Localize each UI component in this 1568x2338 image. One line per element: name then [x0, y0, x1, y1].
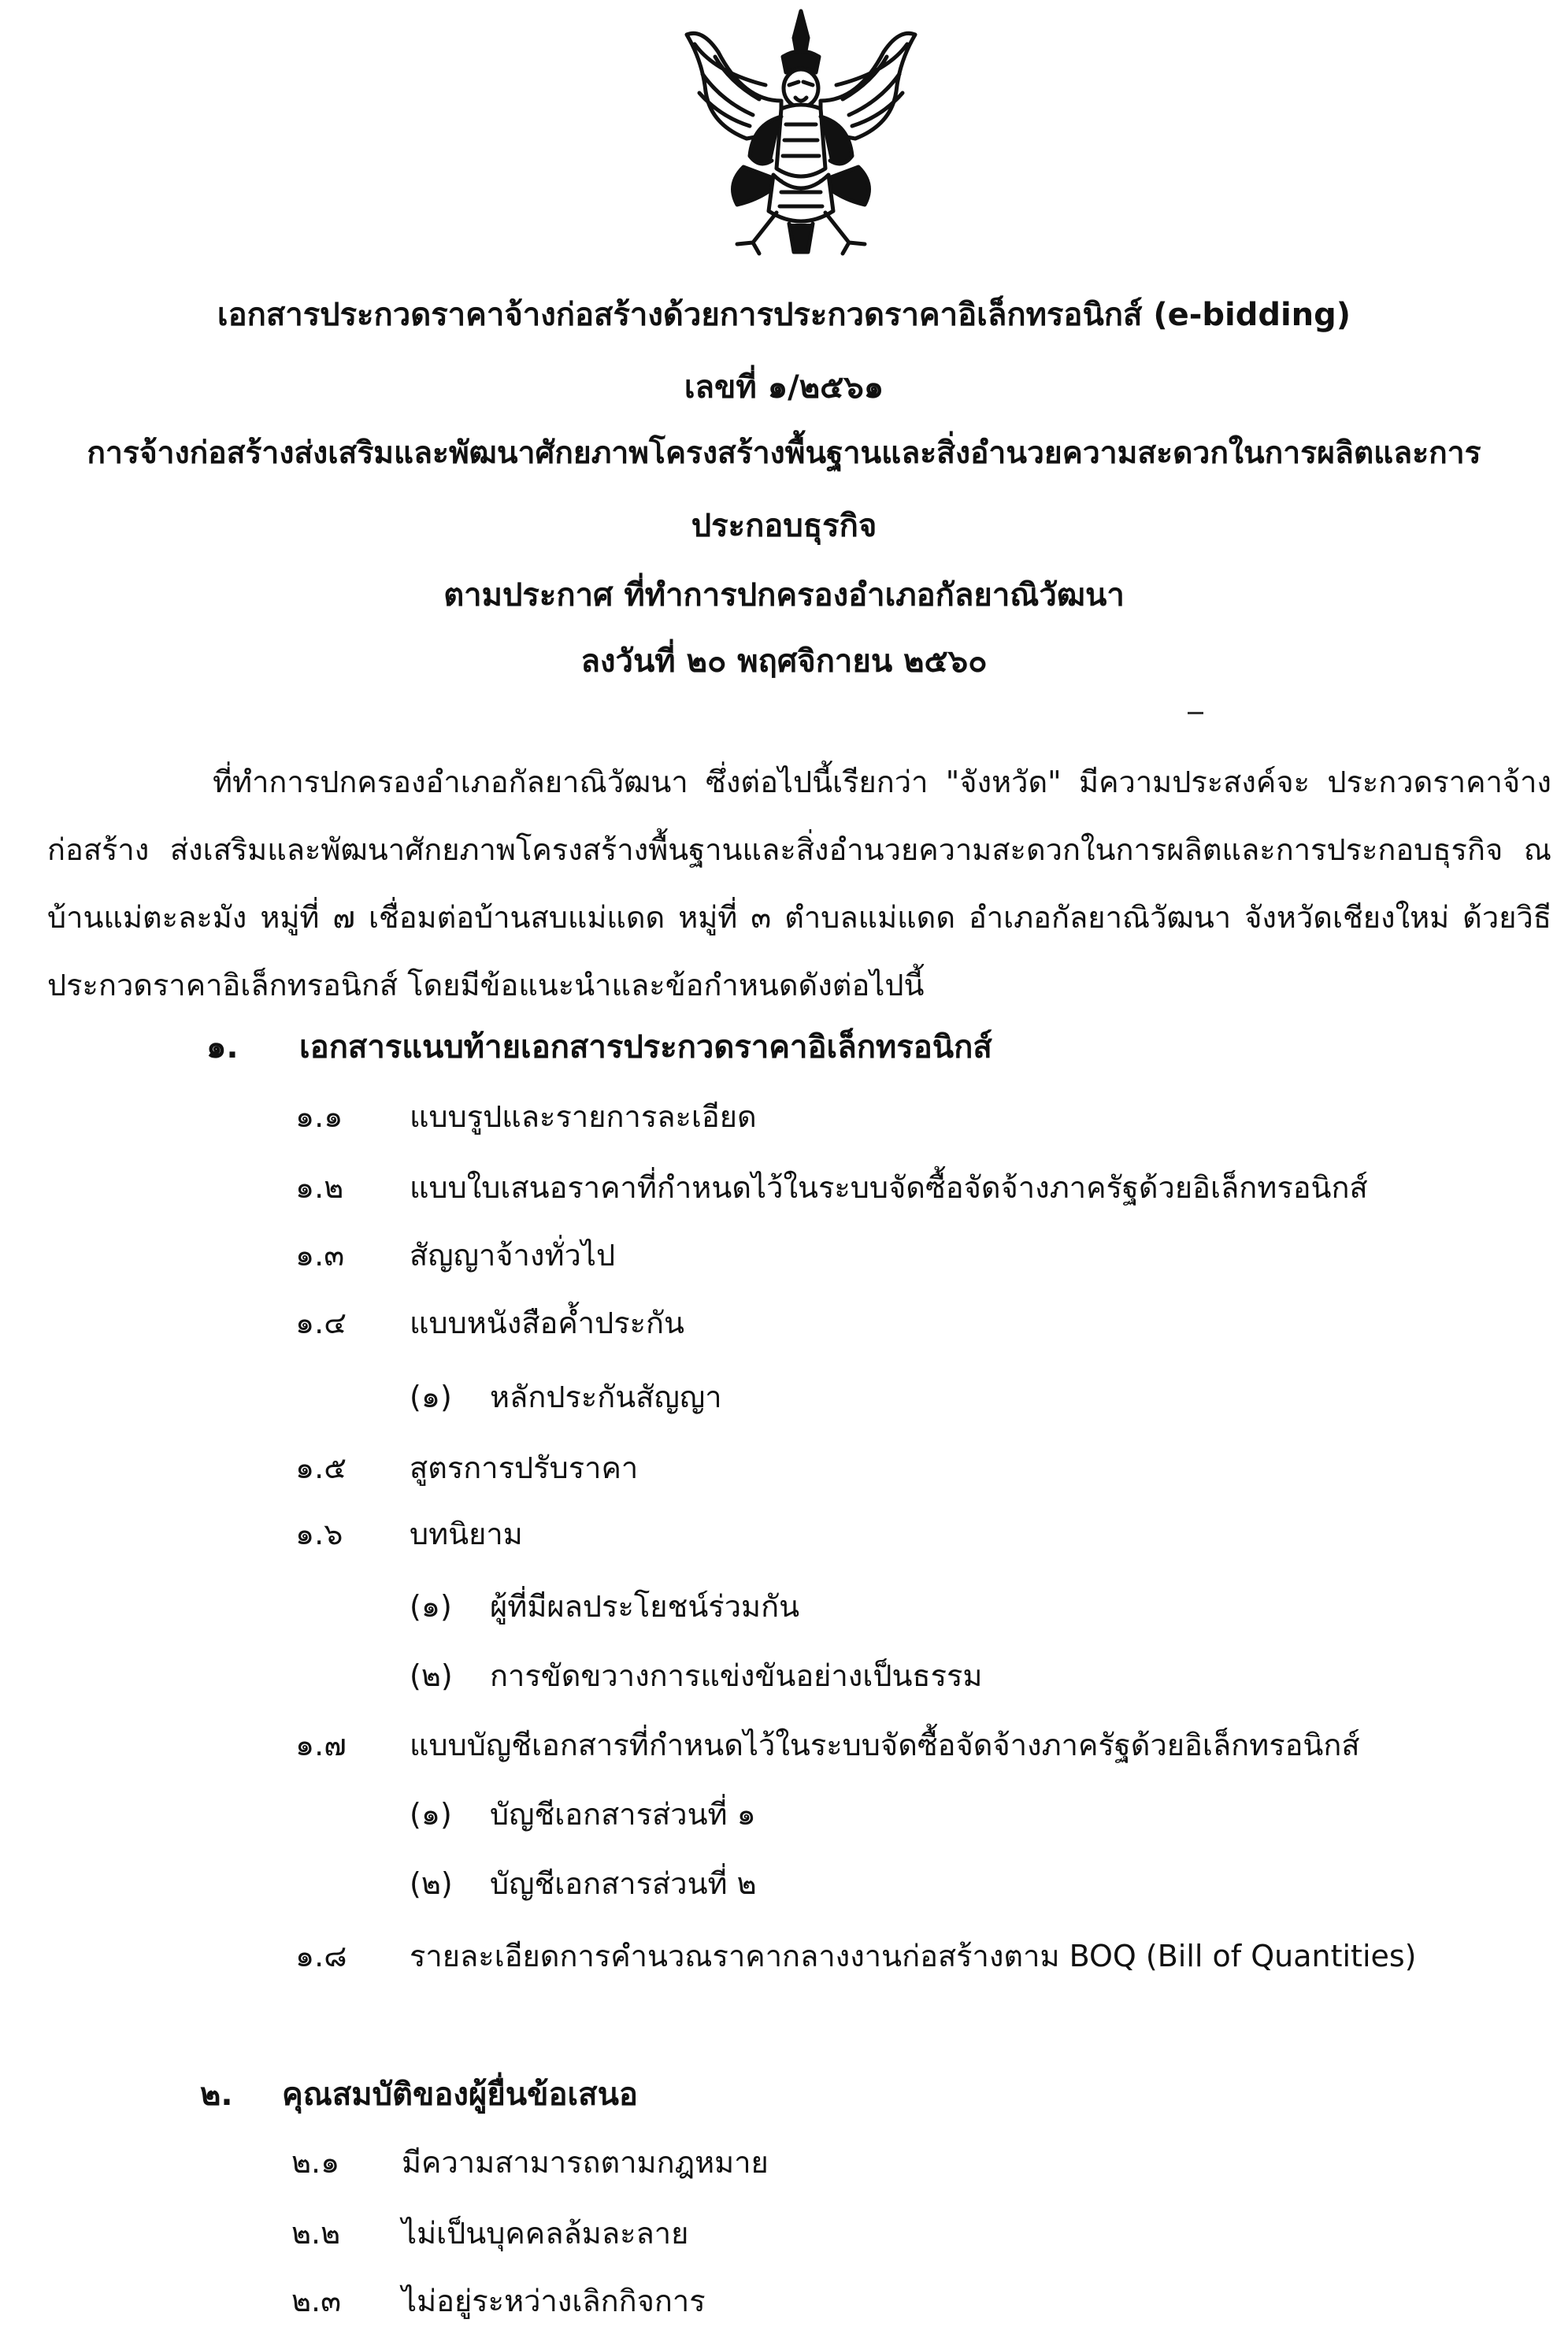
- list-item-number: ๑.๖: [295, 1517, 343, 1551]
- list-item-number: ๑.๒: [295, 1170, 344, 1205]
- sub-item-number: (๑): [410, 1797, 452, 1832]
- list-item-number: ๑.๑: [295, 1099, 343, 1134]
- list-item-text: บทนิยาม: [410, 1517, 523, 1551]
- project-title-line1: การจ้างก่อสร้างส่งเสริมและพัฒนาศักยภาพโครงสร้างพื้นฐานและสิ่งอำนวยความสะดวกในการผลิตและการ: [87, 435, 1481, 471]
- list-item-text: มีความสามารถตามกฎหมาย: [402, 2145, 769, 2180]
- sub-item-text: บัญชีเอกสารส่วนที่ ๑: [490, 1797, 756, 1832]
- announcement-date: ลงวันที่ ๒๐ พฤศจิกายน ๒๕๖๐: [580, 643, 988, 680]
- sub-item-number: (๑): [410, 1380, 452, 1414]
- list-item-text: รายละเอียดการคำนวณราคากลางงานก่อสร้างตาม BOQ (Bill of Quantities): [410, 1939, 1417, 1973]
- list-item-text: ไม่เป็นบุคคลล้มละลาย: [402, 2216, 689, 2251]
- sub-item-number: (๑): [410, 1589, 452, 1624]
- list-item-number: ๑.๗: [295, 1728, 347, 1762]
- section-1-number: ๑.: [206, 1029, 239, 1065]
- stray-mark: [1188, 712, 1203, 714]
- list-item-number: ๑.๔: [295, 1306, 347, 1340]
- garuda-emblem-icon: [671, 6, 931, 257]
- list-item-text: สัญญาจ้างทั่วไป: [410, 1238, 616, 1273]
- sub-item-text: ผู้ที่มีผลประโยชน์ร่วมกัน: [490, 1589, 800, 1624]
- list-item-text: แบบใบเสนอราคาที่กำหนดไว้ในระบบจัดซื้อจัดจ้างภาครัฐด้วยอิเล็กทรอนิกส์: [410, 1170, 1368, 1205]
- list-item-number: ๑.๕: [295, 1451, 347, 1485]
- project-title-line2: ประกอบธุรกิจ: [691, 508, 877, 544]
- section-2-number: ๒.: [200, 2077, 233, 2113]
- sub-item-text: หลักประกันสัญญา: [490, 1380, 722, 1414]
- list-item-text: แบบหนังสือค้ำประกัน: [410, 1306, 685, 1340]
- sub-item-number: (๒): [410, 1866, 453, 1901]
- list-item-text: สูตรการปรับราคา: [410, 1451, 639, 1485]
- list-item-text: ไม่อยู่ระหว่างเลิกกิจการ: [402, 2284, 706, 2318]
- list-item-number: ๑.๓: [295, 1238, 345, 1273]
- list-item-number: ๒.๒: [291, 2216, 341, 2251]
- sub-item-text: การขัดขวางการแข่งขันอย่างเป็นธรรม: [490, 1658, 983, 1693]
- intro-paragraph: ที่ทำการปกครองอำเภอกัลยาณิวัฒนา ซึ่งต่อไปนี้เรียกว่า "จังหวัด" มีความประสงค์จะ ประกวดราคาจ้างก่อสร้าง ส่งเสริมและพัฒนาศักยภาพโครงสร้างพื้นฐานและสิ่งอำนวยความสะดวกในการผลิตและการประกอบธุรกิจ ณ บ้านแม่ตะละมัง หมู่ที่ ๗ เชื่อมต่อบ้านสบแม่แดด หมู่ที่ ๓ ตำบลแม่แดด อำเภอกัลยาณิวัฒนา จังหวัดเชียงใหม่ ด้วยวิธีประกวดราคาอิเล็กทรอนิกส์ โดยมีข้อแนะนำและข้อกำหนดดังต่อไปนี้: [47, 765, 1551, 1002]
- sub-item-text: บัญชีเอกสารส่วนที่ ๒: [490, 1866, 757, 1901]
- list-item-number: ๒.๑: [291, 2145, 340, 2180]
- list-item-number: ๒.๓: [291, 2284, 342, 2318]
- section-2-heading: คุณสมบัติของผู้ยื่นข้อเสนอ: [282, 2077, 638, 2113]
- list-item-text: แบบบัญชีเอกสารที่กำหนดไว้ในระบบจัดซื้อจัดจ้างภาครัฐด้วยอิเล็กทรอนิกส์: [410, 1728, 1360, 1762]
- list-item-number: ๑.๘: [295, 1939, 347, 1973]
- section-1-heading: เอกสารแนบท้ายเอกสารประกวดราคาอิเล็กทรอนิกส์: [299, 1029, 992, 1065]
- sub-item-number: (๒): [410, 1658, 453, 1693]
- announcement-reference: ตามประกาศ ที่ทำการปกครองอำเภอกัลยาณิวัฒนา: [443, 577, 1125, 613]
- list-item-text: แบบรูปและรายการละเอียด: [410, 1099, 757, 1134]
- document-number: เลขที่ ๑/๒๕๖๑: [684, 369, 884, 406]
- document-title: เอกสารประกวดราคาจ้างก่อสร้างด้วยการประกวดราคาอิเล็กทรอนิกส์ (e-bidding): [217, 297, 1351, 333]
